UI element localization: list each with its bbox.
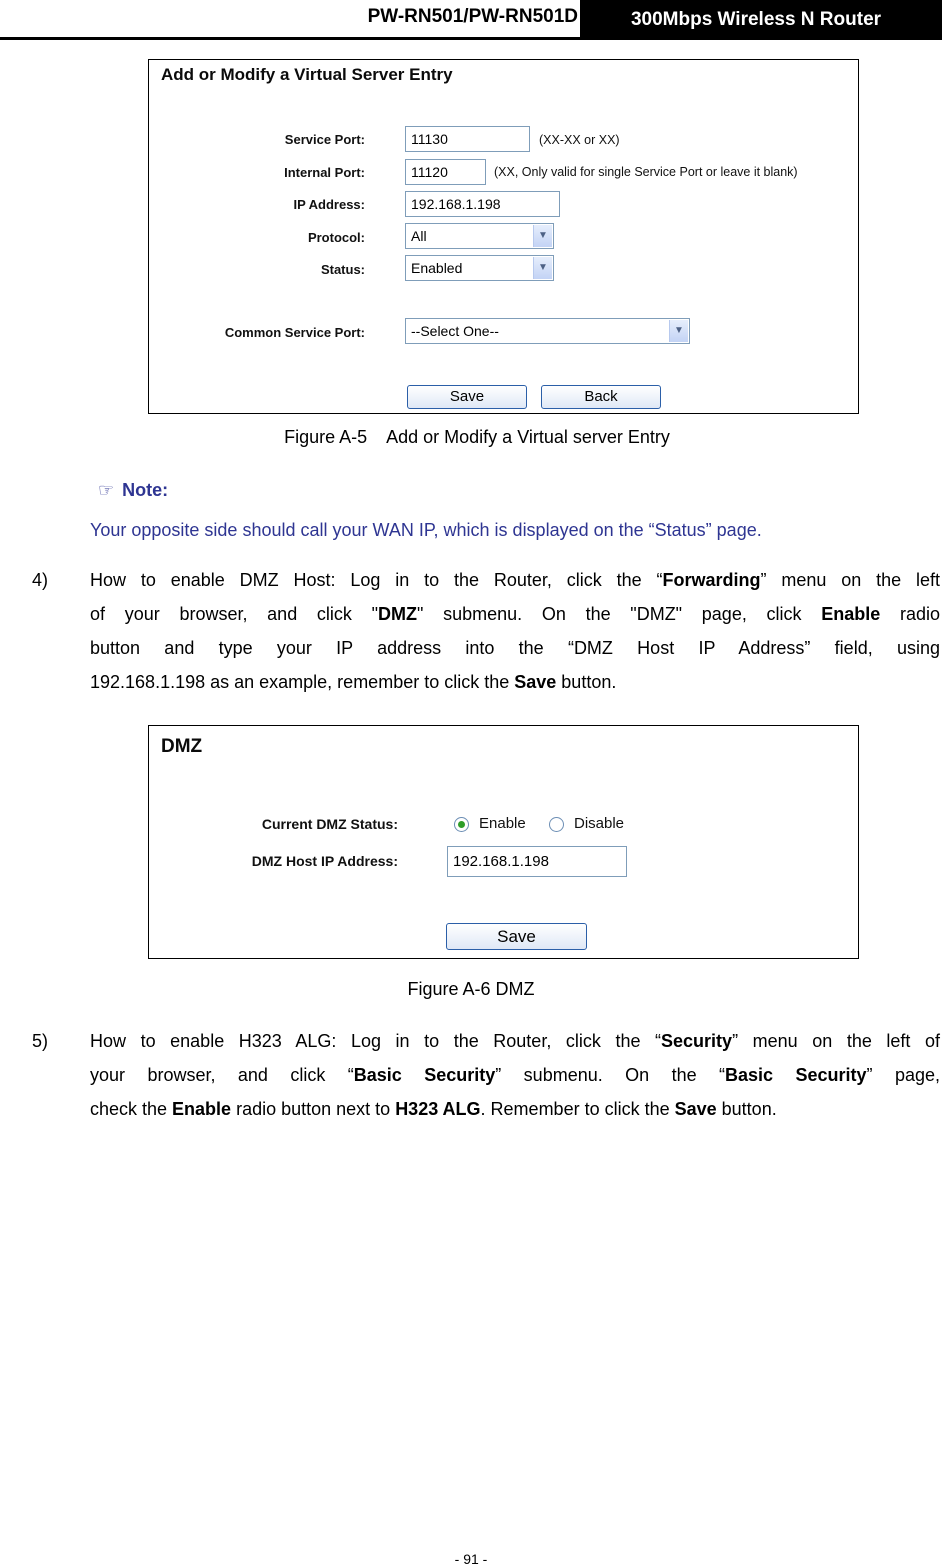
status-select[interactable]	[405, 255, 554, 281]
ip-address-input[interactable]: 192.168.1.198	[405, 191, 560, 217]
service-port-hint: (XX-XX or XX)	[539, 133, 620, 147]
bold-run: Enable	[172, 1099, 232, 1119]
note-text: Your opposite side should call your WAN IP, which is displayed on the “Status” page.	[90, 520, 762, 540]
text-run: ” submenu. On the “	[495, 1065, 726, 1085]
service-port-input[interactable]: 11130	[405, 126, 530, 152]
internal-port-label: Internal Port:	[284, 165, 365, 180]
text-run: button and type your IP address into the “DMZ Host IP Address” field, using	[90, 638, 940, 658]
text-run: How to enable H323 ALG: Log in to the Router, click the “	[90, 1031, 662, 1051]
step-4-paragraph	[90, 563, 940, 699]
chevron-down-icon[interactable]: ▼	[533, 257, 552, 279]
text-run: button.	[556, 672, 617, 692]
note-heading	[98, 480, 168, 501]
note-title: Note:	[122, 480, 169, 500]
bold-run: Basic Security	[353, 1065, 496, 1085]
protocol-value: All	[411, 228, 427, 244]
step-4-line-3	[90, 631, 940, 665]
dmz-screenshot	[148, 725, 859, 959]
disable-radio[interactable]	[549, 817, 564, 832]
back-button[interactable]: Back	[541, 385, 661, 409]
virtual-server-entry-screenshot	[148, 59, 859, 414]
save-button[interactable]: Save	[407, 385, 527, 409]
internal-port-input[interactable]: 11120	[405, 159, 486, 185]
bold-run: Enable	[821, 604, 881, 624]
disable-label: Disable	[574, 815, 625, 832]
step-4-line-4	[90, 665, 940, 699]
text-run: 192.168.1.198 as an example, remember to click the	[90, 672, 515, 692]
enable-label: Enable	[479, 815, 526, 832]
status-label: Status:	[320, 262, 365, 277]
chevron-down-icon[interactable]: ▼	[669, 320, 688, 342]
common-service-port-select[interactable]	[405, 318, 690, 344]
text-run: How to enable DMZ Host: Log in to the Router, click the “	[90, 570, 663, 590]
bold-run: Forwarding	[662, 570, 761, 590]
step-5-number: 5)	[32, 1031, 49, 1051]
dmz-host-ip-input[interactable]: 192.168.1.198	[447, 846, 627, 877]
enable-radio[interactable]	[454, 817, 469, 832]
bold-run: Save	[514, 672, 557, 692]
text-run: your browser, and click “	[90, 1065, 354, 1085]
text-run: check the	[90, 1099, 173, 1119]
bold-run: DMZ	[378, 604, 418, 624]
text-run: ” menu on the left of	[732, 1031, 940, 1051]
step-5-line-3	[90, 1092, 940, 1126]
step-5-paragraph	[90, 1024, 940, 1126]
step-4-line-1	[90, 563, 940, 597]
figure-a6-caption: Figure A-6 DMZ	[407, 979, 535, 999]
service-port-label: Service Port:	[284, 132, 365, 147]
bold-run: Save	[674, 1099, 717, 1119]
figure-a5-caption: Figure A-5 Add or Modify a Virtual server Entry	[284, 427, 670, 447]
text-run: ” page,	[866, 1065, 940, 1085]
step-5-line-2	[90, 1058, 940, 1092]
bold-run: H323 ALG	[395, 1099, 481, 1119]
dmz-status-label: Current DMZ Status:	[261, 816, 398, 832]
ip-address-label: IP Address:	[293, 197, 365, 212]
dmz-host-ip-label: DMZ Host IP Address:	[251, 853, 398, 869]
text-run: of your browser, and click "	[90, 604, 379, 624]
common-service-port-label: Common Service Port:	[224, 325, 365, 340]
text-run: button.	[716, 1099, 777, 1119]
text-run: " submenu. On the "DMZ" page, click	[417, 604, 822, 624]
common-service-port-value: --Select One--	[411, 323, 499, 339]
step-5-line-1	[90, 1024, 940, 1058]
protocol-select[interactable]	[405, 223, 554, 249]
step-4-number: 4)	[32, 570, 49, 590]
product-name: 300Mbps Wireless N Router	[580, 0, 942, 38]
model-name: PW-RN501/PW-RN501D	[367, 6, 578, 27]
header-rule	[0, 37, 942, 40]
dmz-save-button[interactable]: Save	[446, 923, 587, 950]
pointing-hand-icon: ☞	[98, 480, 115, 500]
page-number: - 91 -	[454, 1551, 488, 1567]
text-run: . Remember to click the	[480, 1099, 675, 1119]
chevron-down-icon[interactable]: ▼	[533, 225, 552, 247]
virtual-server-title: Add or Modify a Virtual Server Entry	[161, 65, 453, 84]
bold-run: Security	[661, 1031, 733, 1051]
text-run: ” menu on the left	[760, 570, 940, 590]
bold-run: Basic Security	[725, 1065, 867, 1085]
internal-port-hint: (XX, Only valid for single Service Port or leave it blank)	[494, 165, 798, 179]
page-header	[0, 0, 942, 40]
dmz-title: DMZ	[161, 736, 203, 757]
step-4-line-2	[90, 597, 940, 631]
status-value: Enabled	[411, 260, 463, 276]
text-run: radio button next to	[231, 1099, 396, 1119]
protocol-label: Protocol:	[307, 230, 365, 245]
text-run: radio	[880, 604, 941, 624]
